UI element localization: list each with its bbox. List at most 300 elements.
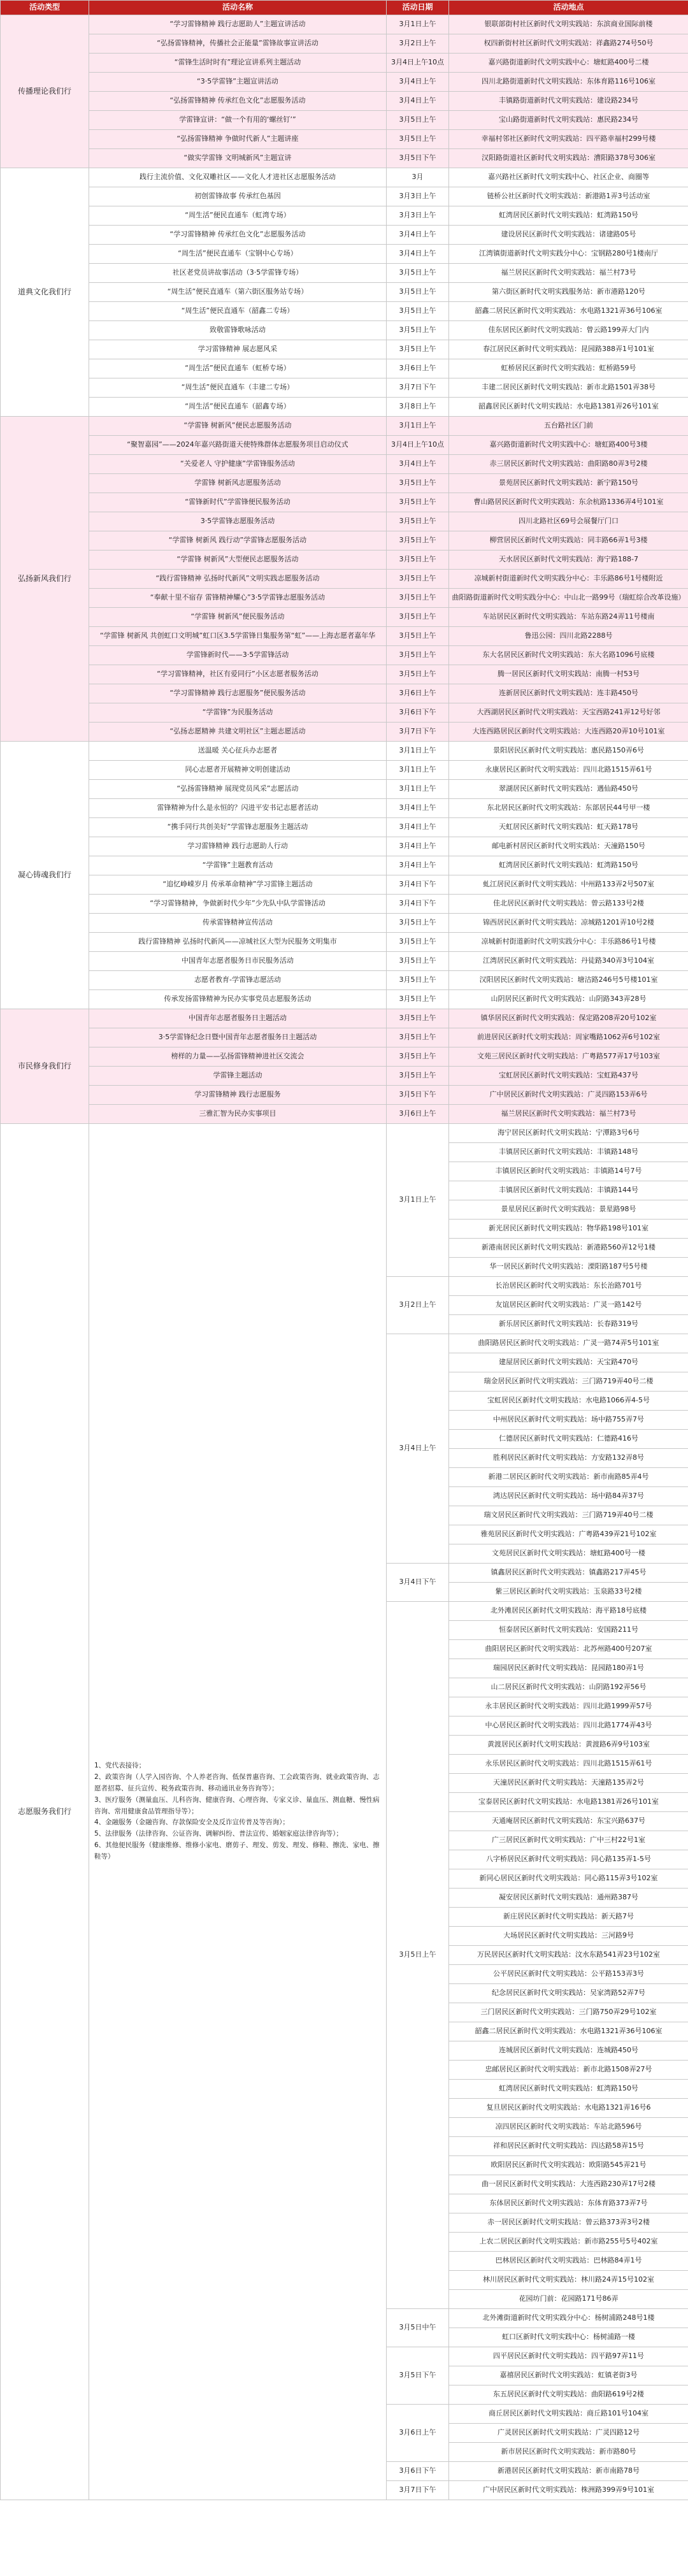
activity-location: 四川北路街道新时代文明实践站：东体育路116号106室: [449, 73, 688, 92]
activity-location: 三门居民区新时代文明实践站：三门路750弄29号102室: [449, 2003, 688, 2022]
activity-location: 丰镇居民区新时代文明实践站：丰镇路144号: [449, 1181, 688, 1200]
activity-name: “周生活”便民直通车（虹湾专场）: [89, 206, 387, 226]
activity-location: 腾一居民区新时代文明实践站：南腾一村53号: [449, 665, 688, 684]
table-row: [1, 1124, 688, 1143]
activity-location: 柳营居民区新时代文明实践站：同丰路66弄1号3楼: [449, 531, 688, 550]
activity-date: 3月5日下午: [387, 149, 449, 168]
table-row: [1, 474, 688, 493]
activity-date: 3月7日下午: [387, 723, 449, 742]
activity-date: 3月6日下午: [387, 2462, 449, 2481]
activity-name: 志愿者教育-学雷锋志愿活动: [89, 971, 387, 990]
activity-location: 建设居民区新时代文明实践站：诸建路05号: [449, 226, 688, 245]
header-location: 活动地点: [449, 1, 688, 15]
table-row: [1, 818, 688, 837]
header-name: 活动名称: [89, 1, 387, 15]
activity-name: “学习雷锋精神 践行志愿服务”便民服务活动: [89, 684, 387, 703]
header-date: 活动日期: [387, 1, 449, 15]
activity-date: 3月4日上午: [387, 226, 449, 245]
activity-location: 邮电新村居民区新时代文明实践站：天潼路150号: [449, 837, 688, 856]
table-row: [1, 1105, 688, 1124]
activity-name: 中国青年志愿者服务日主题活动: [89, 1009, 387, 1028]
activity-location: 中心居民区新时代文明实践站：四川北路1774弄43号: [449, 1716, 688, 1736]
activity-location: 中州居民区新时代文明实践站：场中路755弄7号: [449, 1411, 688, 1430]
activity-location: 文苑居民区新时代文明实践站：塘虹路400号一楼: [449, 1544, 688, 1564]
activity-location: 权四新街村社区新时代文明实践站：祥鑫路274号50号: [449, 34, 688, 54]
activity-location: 链桥公社区新时代文明实践站：新港路1弄3号活动室: [449, 187, 688, 206]
activity-date: 3月5日上午: [387, 493, 449, 512]
activity-location: 大连西路居民区新时代文明实践站：大连西路20弄10号101室: [449, 723, 688, 742]
table-row: [1, 589, 688, 608]
category-cell: 市民修身我们行: [1, 1009, 89, 1124]
table-row: [1, 206, 688, 226]
activity-name: 传承雷锋精神宣传活动: [89, 914, 387, 933]
activity-date: 3月1日上午: [387, 761, 449, 780]
activity-location: 黄渡居民区新时代文明实践站：黄渡路6弄9号103室: [449, 1736, 688, 1755]
activity-location: 春江居民区新时代文明实践站：昆园路388弄1号101室: [449, 340, 688, 359]
activity-name: “关爱老人 守护健康”学雷锋服务活动: [89, 455, 387, 474]
activity-location: 新乐居民区新时代文明实践站：长春路319号: [449, 1315, 688, 1334]
activity-location: 八字桥居民区新时代文明实践站：同心路135弄1-5号: [449, 1850, 688, 1869]
activity-date: 3月5日上午: [387, 264, 449, 283]
activity-name: 践行主流价值、文化双雕社区——文化人才进社区志愿服务活动: [89, 168, 387, 187]
table-row: [1, 742, 688, 761]
activity-name: “3·5学雷锋”主题宣讲活动: [89, 73, 387, 92]
activity-name: 中国青年志愿者服务日市民服务活动: [89, 952, 387, 971]
activity-location: 景阳居民区新时代文明实践站：惠民路150弄6号: [449, 742, 688, 761]
activity-location: 新庄居民区新时代文明实践站：新天路7号: [449, 1908, 688, 1927]
activity-location: 大场居民区新时代文明实践站：三河路9号: [449, 1927, 688, 1946]
table-row: [1, 952, 688, 971]
activity-location: 曲一居民区新时代文明实践站：大连西路230弄17号2楼: [449, 2175, 688, 2194]
activity-location: 景苑居民区新时代文明实践站：新宁路150号: [449, 474, 688, 493]
activity-date: 3月4日上午: [387, 837, 449, 856]
activity-location: 紫三居民区新时代文明实践站：玉泉路33号2楼: [449, 1583, 688, 1602]
activity-date: 3月5日中午: [387, 2309, 449, 2347]
activity-date: 3月5日上午: [387, 990, 449, 1009]
activity-date: 3月5日上午: [387, 512, 449, 531]
activity-location: 花园坊门前：花园路171号86弄: [449, 2290, 688, 2309]
activity-location: 曹山路居民区新时代文明实践站：东余杭路1336弄4号101室: [449, 493, 688, 512]
activity-date: 3月5日上午: [387, 1047, 449, 1067]
activity-name: “学习雷锋精神，社区有爱同行”小区志愿者服务活动: [89, 665, 387, 684]
activity-location: 山阴居民区新时代文明实践站：山阴路343弄28号: [449, 990, 688, 1009]
activity-name: 雷锋精神为什么是永恒的？闪进平安书记志愿者活动: [89, 799, 387, 818]
activity-date: 3月6日上午: [387, 359, 449, 378]
activity-location: 景星居民区新时代文明实践站：景星路98号: [449, 1200, 688, 1220]
table-row: [1, 799, 688, 818]
activity-date: 3月3日上午: [387, 187, 449, 206]
table-row: [1, 723, 688, 742]
activity-location: 永康居民区新时代文明实践站：四川北路1515弄61号: [449, 761, 688, 780]
activity-name: “周生活”便民直通车（虹桥专场）: [89, 359, 387, 378]
activity-location: 五台路社区门前: [449, 417, 688, 436]
activity-location: 大西湖居民区新时代文明实践站：天宝西路241弄12号好邻: [449, 703, 688, 723]
table-row: [1, 914, 688, 933]
activity-date: 3月5日上午: [387, 570, 449, 589]
activity-location: 银联部街村社区新时代文明实践站：东滨商业国际前楼: [449, 15, 688, 34]
activity-location: 嘉兴路街道新时代文明实践中心：塘虹路400号3楼: [449, 436, 688, 455]
activity-date: 3月5日上午: [387, 550, 449, 570]
activity-name: 学雷锋宣讲：“做一个有用的‘螺丝钉’”: [89, 111, 387, 130]
activity-date: 3月8日上午: [387, 398, 449, 417]
activity-location: 四平居民区新时代文明实践站：四平路97弄11号: [449, 2347, 688, 2366]
activity-date: 3月1日上午: [387, 1124, 449, 1277]
activity-date: 3月5日上午: [387, 340, 449, 359]
activity-location: 鲁迅公园：四川北路2288号: [449, 627, 688, 646]
activity-location: 公平居民区新时代文明实践站：公平路153弄3号: [449, 1965, 688, 1984]
activity-name: “雷锋生活时时有”理论宣讲系列主题活动: [89, 54, 387, 73]
activity-name: 同心志愿者开展精神文明创建活动: [89, 761, 387, 780]
activity-date: 3月4日上午: [387, 799, 449, 818]
activity-location: 东体居民区新时代文明实践站：东体育路373弄7号: [449, 2194, 688, 2213]
activity-location: 广中居民区新时代文明实践站：株洲路399弄9号101室: [449, 2481, 688, 2500]
table-row: [1, 703, 688, 723]
activity-location: 凉城新村街道新时代文明实践分中心：丰乐路86号1号楼: [449, 933, 688, 952]
activity-location: 新港居民区新时代文明实践站：新市南路78号: [449, 2462, 688, 2481]
activity-name: 学习雷锋精神 展志愿风采: [89, 340, 387, 359]
activity-name: “聚智嘉园”——2024年嘉兴路街道天使特殊群体志愿服务项目启动仪式: [89, 436, 387, 455]
activity-name: “周生活”便民直通车（韶鑫专场）: [89, 398, 387, 417]
table-row: [1, 875, 688, 895]
activity-location: 赤一居民区新时代文明实践站：曾云路373弄3号2楼: [449, 2213, 688, 2233]
activity-location: 宝泰居民区新时代文明实践站：水电路1381弄26号101室: [449, 1793, 688, 1812]
activity-date: 3月4日上午: [387, 245, 449, 264]
activity-location: 虹桥居民区新时代文明实践站：虹桥路59号: [449, 359, 688, 378]
activity-date: 3月5日上午: [387, 1009, 449, 1028]
table-row: [1, 321, 688, 340]
activity-date: 3月5日上午: [387, 1028, 449, 1047]
activity-location: 广三居民区新时代文明实践站：广中三村22号1室: [449, 1831, 688, 1850]
activity-location: 丰镇居民区新时代文明实践站：丰镇路148号: [449, 1143, 688, 1162]
activity-location: 永丰居民区新时代文明实践站：四川北路1999弄57号: [449, 1697, 688, 1716]
activity-date: 3月5日上午: [387, 130, 449, 149]
activity-location: 凉城新村街道新时代文明实践分中心：丰乐路86号1号楼附近: [449, 570, 688, 589]
activity-date: 3月5日上午: [387, 321, 449, 340]
activity-name: “做实学雷锋 文明城新风”主题宣讲: [89, 149, 387, 168]
activity-location: 连新居民区新时代文明实践站：连丰路450号: [449, 684, 688, 703]
activity-date: 3月5日上午: [387, 646, 449, 665]
activity-date: 3月5日上午: [387, 1067, 449, 1086]
activity-name: “弘扬雷锋精神 争做时代新人”主题讲座: [89, 130, 387, 149]
activity-date: 3月5日上午: [387, 665, 449, 684]
activity-name: 学习雷锋精神 践行志愿助人行动: [89, 837, 387, 856]
table-row: [1, 187, 688, 206]
activity-date: 3月1日上午: [387, 417, 449, 436]
table-row: [1, 302, 688, 321]
activity-name: 3·5学雷锋志愿服务活动: [89, 512, 387, 531]
activity-name: 学雷锋主题活动: [89, 1067, 387, 1086]
activity-name: “雷锋新时代”学雷锋便民服务活动: [89, 493, 387, 512]
activity-date: 3月6日上午: [387, 684, 449, 703]
activity-location: 翠湖居民区新时代文明实践站：遇仙路450号: [449, 780, 688, 799]
table-row: [1, 493, 688, 512]
table-row: [1, 54, 688, 73]
activity-date: 3月5日上午: [387, 933, 449, 952]
activity-location: 江湾镇街道新时代文明实践分中心：宝钢路280号1楼南厅: [449, 245, 688, 264]
activity-location: 林川居民区新时代文明实践站：林川路24弄15号102室: [449, 2271, 688, 2290]
table-row: [1, 378, 688, 398]
activity-date: 3月: [387, 168, 449, 187]
activity-name: 三雅汇智为民办实事项目: [89, 1105, 387, 1124]
activity-date: 3月5日下午: [387, 2347, 449, 2405]
activity-location: 恒泰居民区新时代文明实践站：安国路211号: [449, 1621, 688, 1640]
activity-location: 佳北居民区新时代文明实践站：曾云路133号2楼: [449, 895, 688, 914]
category-cell: 凝心铸魂我们行: [1, 742, 89, 1009]
table-row: [1, 417, 688, 436]
activity-location: 瑞园居民区新时代文明实践站：昆园路180弄1号: [449, 1659, 688, 1678]
table-row: [1, 340, 688, 359]
activity-date: 3月4日上午10点: [387, 436, 449, 455]
table-row: [1, 1067, 688, 1086]
activity-location: 江湾居民区新时代文明实践站：丹徒路340弄3号104室: [449, 952, 688, 971]
table-row: [1, 168, 688, 187]
activity-name: “学习雷锋精神 践行志愿助人”主题宣讲活动: [89, 15, 387, 34]
activity-location: 嘉兴路社区新时代文明实践中心、社区企业、商圈等: [449, 168, 688, 187]
table-row: [1, 283, 688, 302]
activity-location: 建屋居民区新时代文明实践站：天宝路470号: [449, 1353, 688, 1372]
table-row: [1, 856, 688, 875]
activity-location: 福兰居民区新时代文明实践站：福兰村73号: [449, 264, 688, 283]
activity-date: 3月1日上午: [387, 780, 449, 799]
activity-location: 佳东居民区新时代文明实践站：曾云路199弄大门内: [449, 321, 688, 340]
table-row: [1, 990, 688, 1009]
activity-location: 复旦居民区新时代文明实践站：水电路1321弄16号6: [449, 2099, 688, 2118]
activity-date: 3月4日上午: [387, 92, 449, 111]
activity-date: 3月5日上午: [387, 952, 449, 971]
table-row: [1, 264, 688, 283]
activity-location: 新港南居民区新时代文明实践站：新港路560弄12号1楼: [449, 1239, 688, 1258]
table-row: [1, 455, 688, 474]
activity-date: 3月4日上午10点: [387, 54, 449, 73]
activity-location: 祥和居民区新时代文明实践站：四达路58弄15号: [449, 2137, 688, 2156]
table-row: [1, 436, 688, 455]
table-row: [1, 1028, 688, 1047]
table-row: [1, 34, 688, 54]
category-cell: 传播理论我们行: [1, 15, 89, 168]
activity-date: 3月3日上午: [387, 206, 449, 226]
activity-date: 3月7日下午: [387, 2481, 449, 2500]
activity-date: 3月4日上午: [387, 818, 449, 837]
activity-location: 曲阳路居民区新时代文明实践站：广灵一路74弄5号101室: [449, 1334, 688, 1353]
activity-date: 3月4日上午: [387, 73, 449, 92]
activity-location: 文苑三居民区新时代文明实践站：广粤路577弄17号103室: [449, 1047, 688, 1067]
activity-location: 瑞金居民区新时代文明实践站：三门路719弄40号二楼: [449, 1372, 688, 1392]
category-cell: 道典文化我们行: [1, 168, 89, 417]
activity-name: 学习雷锋精神 践行志愿服务: [89, 1086, 387, 1105]
activity-location: 宝虹居民区新时代文明实践站：宝虹路437号: [449, 1067, 688, 1086]
activity-location: 胜利居民区新时代文明实践站：方安路132弄8号: [449, 1449, 688, 1468]
activity-location: 韶鑫二居民区新时代文明实践站：水电路1321弄36号106室: [449, 2022, 688, 2041]
table-row: [1, 359, 688, 378]
header-category: 活动类型: [1, 1, 89, 15]
category-cell: 志愿服务我们行: [1, 1124, 89, 2500]
activity-location: 北外滩街道新时代文明实践分中心：杨树浦路248号1楼: [449, 2309, 688, 2328]
activity-name: “学雷锋 树新风 践行动”学雷锋志愿服务活动: [89, 531, 387, 550]
table-row: [1, 684, 688, 703]
activity-name: “弘扬雷锋精神，传播社会正能量”雷锋故事宣讲活动: [89, 34, 387, 54]
activity-date: 3月2日上午: [387, 1277, 449, 1334]
activity-location: 第六街区新时代文明实践服务站：新市港路120号: [449, 283, 688, 302]
activity-date: 3月5日下午: [387, 1086, 449, 1105]
activity-location: 新市居民区新时代文明实践站：新市路80号: [449, 2443, 688, 2462]
activity-location: 欧阳居民区新时代文明实践站：欧阳路545弄21号: [449, 2156, 688, 2175]
activity-name: “弘扬雷锋精神 展现党员风采”志愿活动: [89, 780, 387, 799]
activity-location: 东五居民区新时代文明实践站：曲阳路619号2楼: [449, 2385, 688, 2405]
activity-location: 山二居民区新时代文明实践站：山阴路192弄56号: [449, 1678, 688, 1697]
activity-location: 四川北路社区69号会展餐厅门口: [449, 512, 688, 531]
table-body: [1, 15, 688, 2500]
activity-name: 社区老党员讲故事活动（3·5学雷锋专场）: [89, 264, 387, 283]
activity-location: 凝安居民区新时代文明实践站：通州路387号: [449, 1889, 688, 1908]
activity-location: 嘉兴路街道新时代文明实践中心：塘虹路400号二楼: [449, 54, 688, 73]
activity-location: 锦西居民区新时代文明实践站：凉城路1201弄10号2楼: [449, 914, 688, 933]
activity-name: “周生活”便民直通车（韶鑫二专场）: [89, 302, 387, 321]
activity-date: 3月6日上午: [387, 2405, 449, 2462]
activity-location: 广灵居民区新时代文明实践站：广灵四路12号: [449, 2424, 688, 2443]
activity-name: “追忆峥嵘岁月 传承革命精神”学习雷锋主题活动: [89, 875, 387, 895]
table-row: [1, 550, 688, 570]
activity-name: “学习雷锋精神，争做新时代少年”少先队中队学雷锋活动: [89, 895, 387, 914]
activity-location: 丰镇居民区新时代文明实践站：丰镇路14号7号: [449, 1162, 688, 1181]
activity-date: 3月5日上午: [387, 283, 449, 302]
activity-location: 连城居民区新时代文明实践站：连城路450号: [449, 2041, 688, 2061]
activity-name: “携手同行共创美好”学雷锋志愿服务主题活动: [89, 818, 387, 837]
activity-name: “弘扬雷锋精神 传承红色文化”志愿服务活动: [89, 92, 387, 111]
table-row: [1, 512, 688, 531]
activity-location: 虬江居民区新时代文明实践站：中州路133弄2号507室: [449, 875, 688, 895]
activity-location: 北外滩居民区新时代文明实践站：海平路18号底楼: [449, 1602, 688, 1621]
table-row: [1, 895, 688, 914]
service-notes: 1、党代表接待； 2、政策咨询（人学入园咨询、个人养老咨询、低保普惠咨询、工会政策咨询、就业政策咨询、志愿者招募、征兵宣传、税务政策咨询、移动通讯业务咨询等）； 3、医疗服务（测量血压、儿科咨询、健康咨询、心理咨询、专家义诊、量血压、测血糖、慢性病咨询、常用健康食品管理指导等）； 4、金融服务（金融咨询、存款保险安全及反诈宣传普及等咨询）； 5、法律服务（法律咨询、公证咨询、调解纠纷、普法宣传、婚姻家庭法律咨询等）； 6、其他便民服务（健康维修、维修小家电、磨剪子、理发、剪发、理发、修鞋、擦洗、家电、擦鞋等）: [89, 1124, 387, 2500]
activity-date: 3月4日下午: [387, 1564, 449, 1602]
table-row: [1, 73, 688, 92]
table-row: [1, 570, 688, 589]
table-row: [1, 971, 688, 990]
activity-location: 天虹居民区新时代文明实践站：虹天路178号: [449, 818, 688, 837]
activity-location: 万民居民区新时代文明实践站：汶水东路541弄23号102室: [449, 1946, 688, 1965]
activity-location: 上农二居民区新时代文明实践站：新市路255号5号402室: [449, 2233, 688, 2252]
activity-location: 雅苑居民区新时代文明实践站：广粤路439弄21号102室: [449, 1525, 688, 1544]
activity-date: 3月5日上午: [387, 1602, 449, 2309]
activity-name: “周生活”便民直通车（宝钢中心专场）: [89, 245, 387, 264]
activity-location: 镇华居民区新时代文明实践站：保定路208弄20号102室: [449, 1009, 688, 1028]
activity-date: 3月5日上午: [387, 971, 449, 990]
activity-location: 丰建二居民区新时代文明实践站：新市北路1501弄38号: [449, 378, 688, 398]
activity-location: 韶鑫居民区新时代文明实践站：水电路1381弄26号101室: [449, 398, 688, 417]
activity-name: “践行雷锋精神 弘扬时代新风”文明实践志愿服务活动: [89, 570, 387, 589]
activity-location: 虹湾居民区新时代文明实践站：虹湾路150号: [449, 856, 688, 875]
activity-date: 3月2日上午: [387, 34, 449, 54]
activity-name: “学雷锋 树新风”便民服务活动: [89, 608, 387, 627]
activity-name: “弘扬志愿精神 共建文明社区”主题志愿活动: [89, 723, 387, 742]
table-row: [1, 1047, 688, 1067]
table-row: [1, 531, 688, 550]
activity-location: 忠邮居民区新时代文明实践站：新市北路1508弄27号: [449, 2061, 688, 2080]
activity-location: 纪念居民区新时代文明实践站：吴家湾路52弄7号: [449, 1984, 688, 2003]
activity-name: “周生活”便民直通车（丰建二专场）: [89, 378, 387, 398]
activity-location: 宝虹居民区新时代文明实践站：水电路1066弄4-5号: [449, 1392, 688, 1411]
activity-name: “学雷锋 树新风”便民志愿服务活动: [89, 417, 387, 436]
activity-name: 践行雷锋精神 弘扬时代新风——凉城社区大型为民服务文明集市: [89, 933, 387, 952]
activity-location: 虹口区新时代文明实践中心：杨树浦路一楼: [449, 2328, 688, 2347]
activity-location: 永乐居民区新时代文明实践站：四川北路1515弄61号: [449, 1755, 688, 1774]
category-cell: 弘扬新风我们行: [1, 417, 89, 742]
activity-name: “学雷锋”为民服务活动: [89, 703, 387, 723]
activity-location: 汉阳路街道社区新时代文明实践站：漕阳路378号306室: [449, 149, 688, 168]
activity-location: 韶鑫二居民区新时代文明实践站：水电路1321弄36号106室: [449, 302, 688, 321]
activity-location: 凉四居民区新时代文明实践站：车站北路596号: [449, 2118, 688, 2137]
activity-location: 新港二居民区新时代文明实践站：新市南路85弄4号: [449, 1468, 688, 1487]
activity-date: 3月5日上午: [387, 627, 449, 646]
activity-name: “周生活”便民直通车（第六街区服务站专场）: [89, 283, 387, 302]
table-row: [1, 111, 688, 130]
activity-name: “学雷锋 树新风 共创虹口文明城”虹口区3.5学雷锋日集服务第“虹”——上海志愿者嘉年华: [89, 627, 387, 646]
activity-name: 送温暖 关心征兵办志愿者: [89, 742, 387, 761]
activity-date: 3月4日上午: [387, 1334, 449, 1564]
activity-location: 友谊居民区新时代文明实践站：广灵一路142号: [449, 1296, 688, 1315]
table-row: [1, 933, 688, 952]
activity-date: 3月1日上午: [387, 15, 449, 34]
activity-name: “学习雷锋精神 传承红色文化”志愿服务活动: [89, 226, 387, 245]
table-row: [1, 245, 688, 264]
activity-location: 天水居民区新时代文明实践站：海宁路188-7: [449, 550, 688, 570]
activity-name: “学雷锋 树新风”大型便民志愿服务活动: [89, 550, 387, 570]
activity-date: 3月4日下午: [387, 895, 449, 914]
activity-location: 前进居民区新时代文明实践站：周家嘴路1062弄6号102室: [449, 1028, 688, 1047]
table-row: [1, 627, 688, 646]
activity-name: 学雷锋新时代——3·5学雷锋活动: [89, 646, 387, 665]
activity-date: 3月4日上午: [387, 856, 449, 875]
activity-name: 致敬雷锋歌咏活动: [89, 321, 387, 340]
table-row: [1, 761, 688, 780]
activity-location: 广中居民区新时代文明实践站：广灵四路153弄6号: [449, 1086, 688, 1105]
table-row: [1, 15, 688, 34]
activity-location: 幸福村邻社区新时代文明实践站：四平路幸福村299号楼: [449, 130, 688, 149]
activity-location: 虹湾居民区新时代文明实践站：虹湾路150号: [449, 206, 688, 226]
table-row: [1, 1086, 688, 1105]
activity-location: 嘉禧居民区新时代文明实践站：虹镇老街3号: [449, 2366, 688, 2385]
activity-location: 宝山路街道新时代文明实践站：惠民路234号: [449, 111, 688, 130]
activity-date: 3月5日上午: [387, 914, 449, 933]
activity-location: 瑞文居民区新时代文明实践站：三门路719弄40号二楼: [449, 1506, 688, 1525]
activity-date: 3月5日上午: [387, 474, 449, 493]
activity-location: 长治居民区新时代文明实践站：东长治路701号: [449, 1277, 688, 1296]
activity-date: 3月6日上午: [387, 1105, 449, 1124]
activity-name: “学雷锋”主题教育活动: [89, 856, 387, 875]
activity-name: “奉献十里不宿存 雷锋精神耀心”3·5学雷锋志愿服务活动: [89, 589, 387, 608]
activity-location: 曲阳居民区新时代文明实践站：北苏州路400号207室: [449, 1640, 688, 1659]
table-row: [1, 226, 688, 245]
activity-location: 丰镇路街道新时代文明实践站：建设路234号: [449, 92, 688, 111]
table-row: [1, 646, 688, 665]
table-row: [1, 1009, 688, 1028]
activity-location: 华一居民区新时代文明实践站：溧阳路187号5号楼: [449, 1258, 688, 1277]
activity-location: 虹湾居民区新时代文明实践站：虹湾路150号: [449, 2080, 688, 2099]
activity-location: 车站居民区新时代文明实践站：车站东路24弄11号楼南: [449, 608, 688, 627]
activity-date: 3月4日下午: [387, 875, 449, 895]
activity-location: 新光居民区新时代文明实践站：物华路198号101室: [449, 1220, 688, 1239]
activity-location: 福兰居民区新时代文明实践站：福兰村73号: [449, 1105, 688, 1124]
table-row: [1, 780, 688, 799]
activity-location: 巴林居民区新时代文明实践站：巴林路84弄1号: [449, 2252, 688, 2271]
table-row: [1, 130, 688, 149]
activity-location: 天通庵居民区新时代文明实践站：东宝兴路637号: [449, 1812, 688, 1831]
activity-location: 东大名居民区新时代文明实践站：东大名路1096号底楼: [449, 646, 688, 665]
activity-location: 赤三居民区新时代文明实践站：曲阳路80弄3号2楼: [449, 455, 688, 474]
activity-location: 海宁居民区新时代文明实践站：宁潭路3号6号: [449, 1124, 688, 1143]
activity-date: 3月5日上午: [387, 531, 449, 550]
activity-location: 天潼居民区新时代文明实践站：天潼路135弄2号: [449, 1774, 688, 1793]
